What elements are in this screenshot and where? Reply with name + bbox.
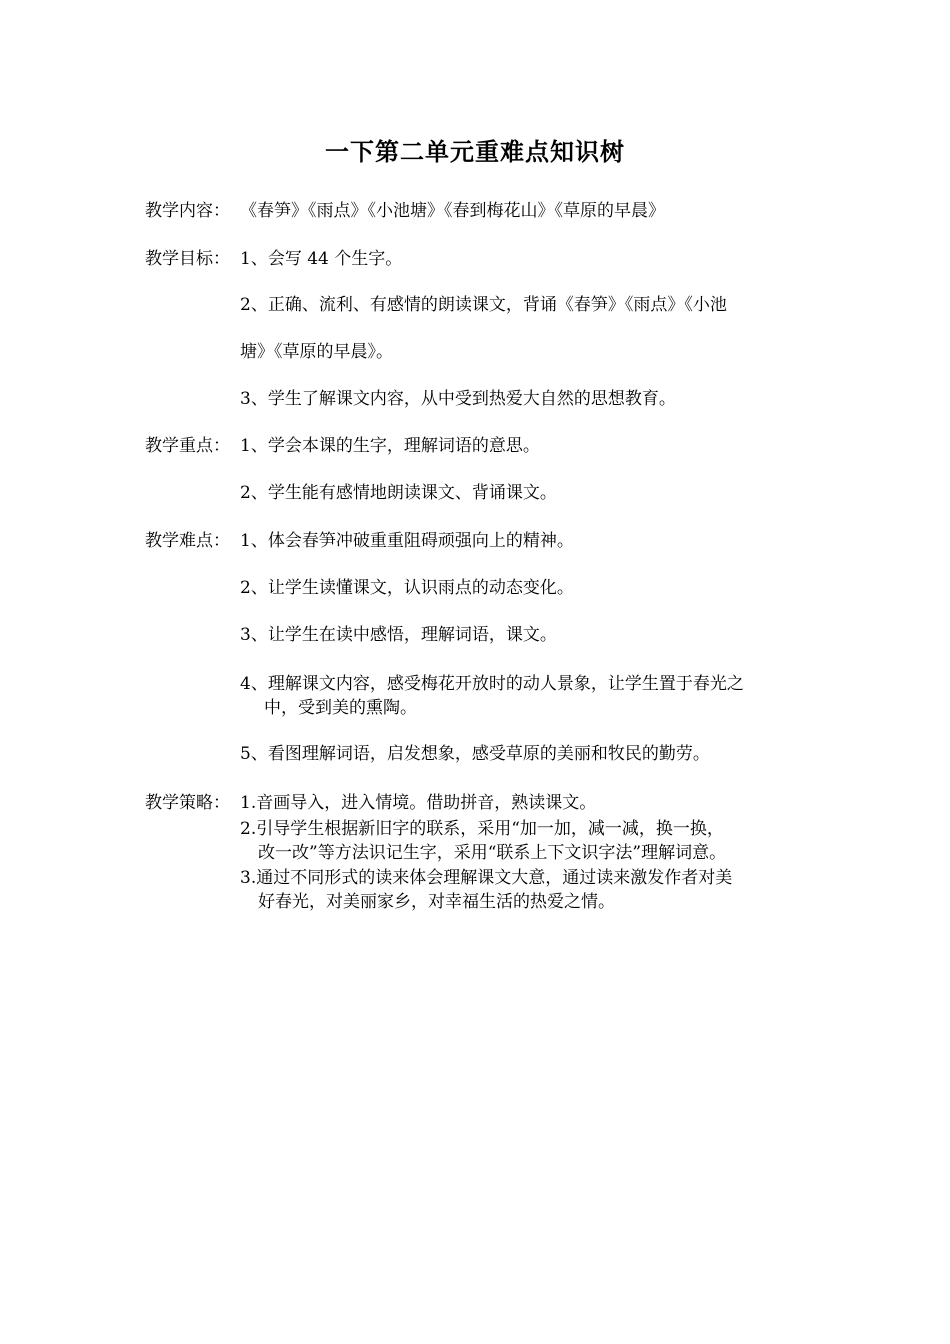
- strategy-item-3: 3.通过不同形式的读来体会理解课文大意，通过读来激发作者对美: [240, 868, 733, 888]
- goal-item-3: 3、学生了解课文内容，从中受到热爱大自然的思想教育。: [240, 389, 676, 409]
- content-label: 教学内容：: [145, 201, 230, 221]
- strategy-item-1: 1.音画导入，进入情境。借助拼音，熟读课文。: [240, 793, 597, 813]
- difficulty-item-4-cont: 中，受到美的熏陶。: [264, 698, 417, 718]
- strategy-item-3-cont: 好春光，对美丽家乡，对幸福生活的热爱之情。: [258, 892, 615, 912]
- difficulties-label: 教学难点：: [145, 531, 230, 551]
- difficulty-item-2: 2、让学生读懂课文，认识雨点的动态变化。: [240, 578, 574, 598]
- difficulty-item-4: 4、理解课文内容，感受梅花开放时的动人景象，让学生置于春光之: [240, 674, 744, 694]
- key-points-label: 教学重点：: [145, 436, 230, 456]
- difficulty-item-1: 1、体会春笋冲破重重阻碍顽强向上的精神。: [240, 531, 574, 551]
- difficulty-item-3: 3、让学生在读中感悟，理解词语，课文。: [240, 625, 557, 645]
- key-point-item-2: 2、学生能有感情地朗读课文、背诵课文。: [240, 483, 557, 503]
- document-title: 一下第二单元重难点知识树: [325, 138, 625, 166]
- key-point-item-1: 1、学会本课的生字，理解词语的意思。: [240, 436, 540, 456]
- strategy-label: 教学策略：: [145, 793, 230, 813]
- difficulty-item-5: 5、看图理解词语，启发想象，感受草原的美丽和牧民的勤劳。: [240, 744, 710, 764]
- goal-item-2-cont: 塘》《草原的早晨》。: [240, 342, 393, 362]
- goal-item-1: 1、会写 44 个生字。: [240, 249, 403, 269]
- strategy-item-2: 2.引导学生根据新旧字的联系，采用“加一加，减一减，换一换，: [240, 819, 724, 839]
- strategy-item-2-cont: 改一改”等方法识记生字，采用“联系上下文识字法”理解词意。: [258, 843, 727, 863]
- goals-label: 教学目标：: [145, 249, 230, 269]
- goal-item-2: 2、正确、流利、有感情的朗读课文，背诵《春笋》《雨点》《小池: [240, 295, 727, 315]
- content-text: 《春笋》《雨点》《小池塘》《春到梅花山》《草原的早晨》: [240, 201, 665, 221]
